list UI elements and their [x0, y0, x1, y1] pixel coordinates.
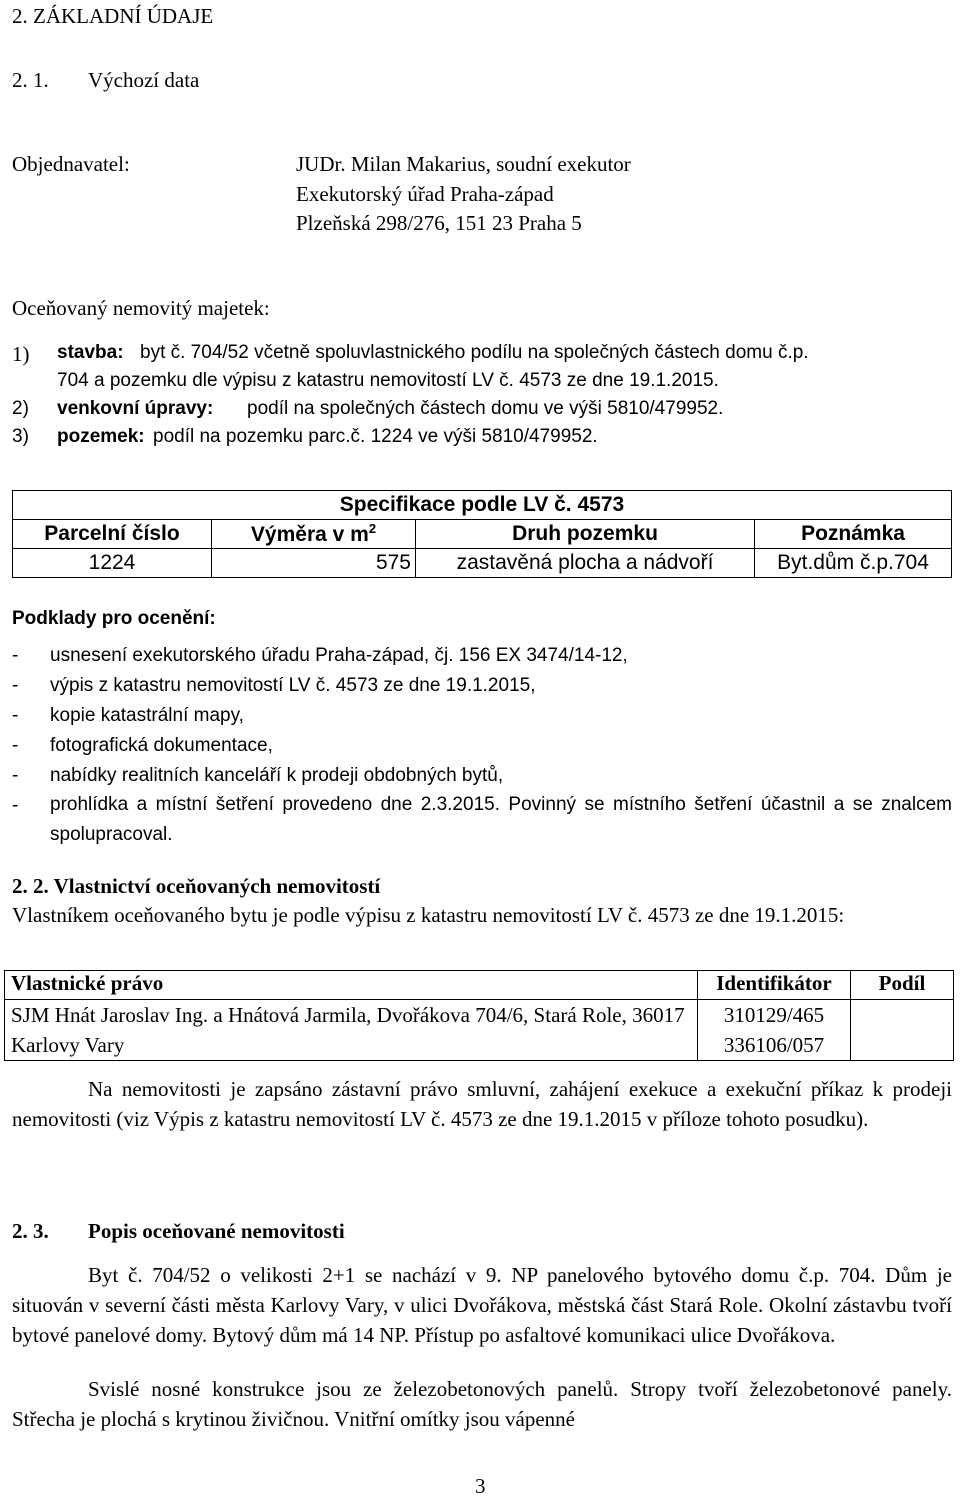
- property-heading: Oceňovaný nemovitý majetek:: [12, 296, 270, 320]
- spec-table-title: Specifikace podle LV č. 4573: [13, 491, 952, 520]
- section-2-2-intro: Vlastníkem oceňovaného bytu je podle výpisu z katastru nemovitostí LV č. 4573 ze dne 19.1.2015:: [12, 903, 845, 927]
- spec-cell: 1224: [13, 549, 212, 578]
- list-item: nabídky realitních kanceláří k prodeji obdobných bytů,: [50, 765, 504, 786]
- list-dash: -: [12, 795, 19, 816]
- property-label: venkovní úpravy:: [57, 398, 214, 419]
- spec-header: Druh pozemku: [416, 520, 755, 549]
- spec-header-area: [212, 520, 416, 549]
- spec-cell: Byt.dům č.p.704: [755, 549, 952, 578]
- property-label: pozemek:: [57, 426, 145, 447]
- lien-text: Na nemovitosti je zapsáno zástavní právo smluvní, zahájení exekuce a exekuční příkaz k prodeji nemovitosti (viz Výpis z katastru nemovitostí LV č. 4573 ze dne 19.1.2015 v příloze tohoto posudku).: [12, 1077, 952, 1131]
- section-2-3-number: 2. 3.: [12, 1219, 49, 1243]
- spec-header-label: Výměra v m: [250, 523, 369, 546]
- owner-ids: [698, 1000, 851, 1061]
- description-paragraph: Svislé nosné konstrukce jsou ze železobetonových panelů. Stropy tvoří železobetonové panely. Střecha je plochá s krytinou živičnou. Vnitřní omítky jsou vápenné: [12, 1377, 952, 1431]
- list-number: 1): [12, 342, 30, 366]
- owner-id: 310129/465: [723, 1003, 825, 1027]
- client-line: Exekutorský úřad Praha-západ: [296, 182, 554, 206]
- list-item: usnesení exekutorského úřadu Praha-západ, čj. 156 EX 3474/14-12,: [50, 645, 628, 666]
- list-item: prohlídka a místní šetření provedeno dne 2.3.2015. Povinný se místního šetření účastnil a se znalcem spolupracoval.: [50, 794, 952, 845]
- list-dash: -: [12, 645, 19, 666]
- list-dash: -: [12, 675, 19, 696]
- owner-header: Identifikátor: [698, 971, 851, 1000]
- section-2-3-title: Popis oceňované nemovitosti: [88, 1219, 345, 1243]
- list-item: kopie katastrální mapy,: [50, 705, 244, 726]
- spec-cell: 575: [212, 549, 416, 578]
- property-text: podíl na pozemku parc.č. 1224 ve výši 5810/479952.: [153, 426, 598, 447]
- list-dash: -: [12, 705, 19, 726]
- property-label: stavba:: [57, 342, 124, 363]
- ownership-table: [4, 970, 954, 1061]
- subsection-title: Výchozí data: [88, 68, 200, 92]
- page-number: 3: [475, 1474, 486, 1498]
- owner-share: [851, 1000, 954, 1061]
- description-paragraph: Byt č. 704/52 o velikosti 2+1 se nachází v 9. NP panelového bytového domu č.p. 704. Dům je situován v severní části města Karlovy Vary, v ulici Dvořákova, městská část Stará Role. Okolní zástavbu tvoří bytové panelové domy. Bytový dům má 14 NP. Přístup po asfaltové komunikaci ulice Dvořákova.: [12, 1263, 952, 1347]
- specification-table: [12, 490, 952, 578]
- list-number: 3): [12, 426, 29, 447]
- owner-id: 336106/057: [723, 1033, 825, 1057]
- podklady-heading: Podklady pro ocenění:: [12, 608, 216, 629]
- owner-header: Vlastnické právo: [5, 971, 698, 1000]
- property-text: podíl na společných částech domu ve výši 5810/479952.: [247, 398, 724, 419]
- list-dash: -: [12, 765, 19, 786]
- list-item: fotografická dokumentace,: [50, 735, 273, 756]
- spec-header: Poznámka: [755, 520, 952, 549]
- owner-name: SJM Hnát Jaroslav Ing. a Hnátová Jarmila, Dvořákova 704/6, Stará Role, 36017 Karlovy Vary: [5, 1000, 698, 1061]
- spec-cell: zastavěná plocha a nádvoří: [416, 549, 755, 578]
- list-item: výpis z katastru nemovitostí LV č. 4573 ze dne 19.1.2015,: [50, 675, 536, 696]
- owner-header: Podíl: [851, 971, 954, 1000]
- spec-header: Parcelní číslo: [13, 520, 212, 549]
- client-line: JUDr. Milan Makarius, soudní exekutor: [296, 152, 631, 176]
- section-heading: 2. ZÁKLADNÍ ÚDAJE: [12, 4, 214, 28]
- subsection-number: 2. 1.: [12, 68, 49, 92]
- list-dash: -: [12, 735, 19, 756]
- client-label: Objednavatel:: [12, 152, 130, 176]
- spec-header-sup: 2: [368, 521, 377, 536]
- property-text: byt č. 704/52 včetně spoluvlastnického podílu na společných částech domu č.p.: [140, 342, 809, 363]
- section-2-2-heading: 2. 2. Vlastnictví oceňovaných nemovitostí: [12, 874, 381, 898]
- property-text: 704 a pozemku dle výpisu z katastru nemovitostí LV č. 4573 ze dne 19.1.2015.: [57, 370, 719, 391]
- list-number: 2): [12, 398, 29, 419]
- client-line: Plzeňská 298/276, 151 23 Praha 5: [296, 211, 582, 235]
